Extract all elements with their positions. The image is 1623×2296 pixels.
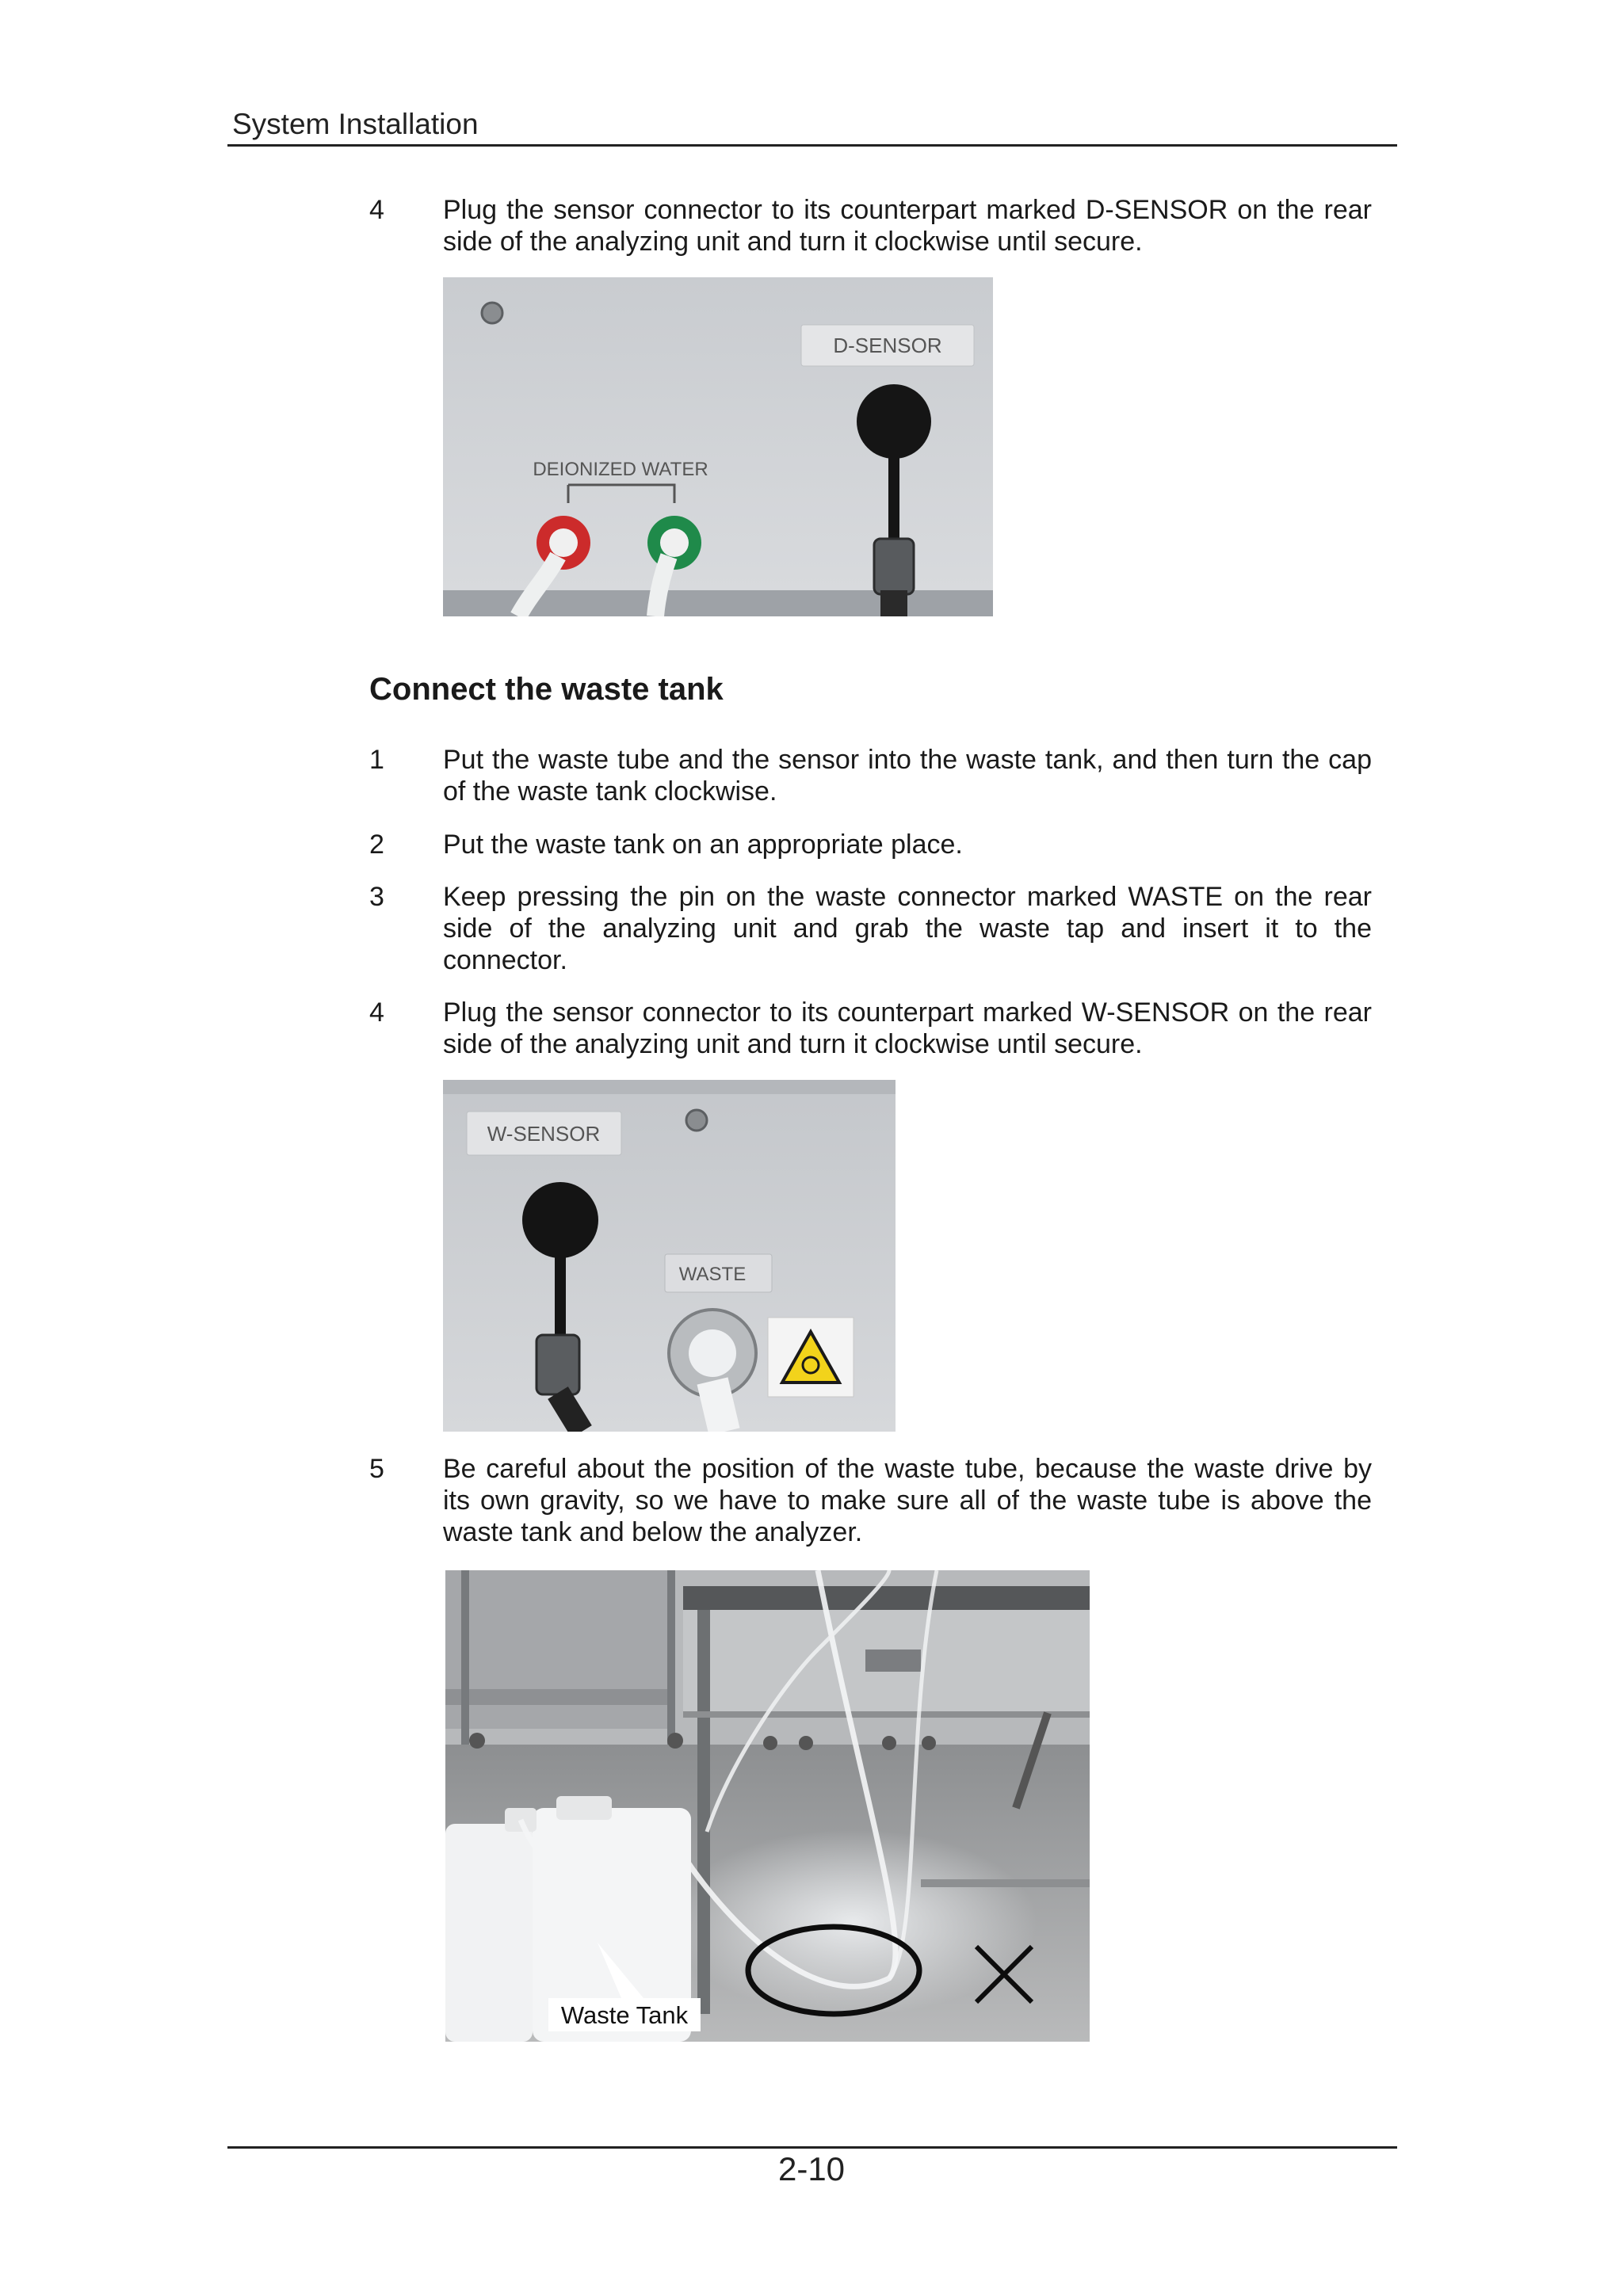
step-text: Keep pressing the pin on the waste connector marked WASTE on the rear side of the analyzing unit and grab the waste tap and insert it to the connector. [443, 882, 1372, 975]
step-number: 4 [369, 997, 384, 1028]
step-number: 1 [369, 745, 384, 775]
step-text: Plug the sensor connector to its counterpart marked D-SENSOR on the rear side of the analyzing unit and turn it clockwise until secure. [443, 195, 1372, 257]
header-rule [227, 144, 1397, 147]
step-text: Plug the sensor connector to its counterpart marked W-SENSOR on the rear side of the analyzing unit and turn it clockwise until secure. [443, 997, 1372, 1059]
d-sensor-photo [443, 277, 993, 616]
deionized-water-label: DEIONIZED WATER [533, 459, 708, 480]
step-number: 2 [369, 830, 384, 860]
waste-label: WASTE [678, 1264, 747, 1285]
step-number: 4 [369, 195, 384, 225]
footer-rule [227, 2146, 1397, 2149]
step-text: Put the waste tube and the sensor into the waste tank, and then turn the cap of the waste tank clockwise. [443, 745, 1372, 807]
w-sensor-label: W-SENSOR [487, 1122, 601, 1146]
step-text: Be careful about the position of the waste tube, because the waste drive by its own gravity, so we have to make sure all of the waste tube is above the waste tank and below the analyzer. [443, 1454, 1372, 1547]
step-text: Put the waste tank on an appropriate place. [443, 830, 963, 860]
running-header: System Installation [232, 108, 479, 140]
d-sensor-label: D-SENSOR [833, 334, 942, 357]
step-number: 3 [369, 882, 384, 912]
w-sensor-photo [443, 1080, 896, 1432]
waste-tank-photo [445, 1570, 1090, 2042]
page-number: 2-10 [777, 2150, 846, 2187]
section-heading: Connect the waste tank [369, 672, 724, 707]
step-number: 5 [369, 1454, 384, 1484]
waste-tank-callout: Waste Tank [560, 2001, 689, 2029]
